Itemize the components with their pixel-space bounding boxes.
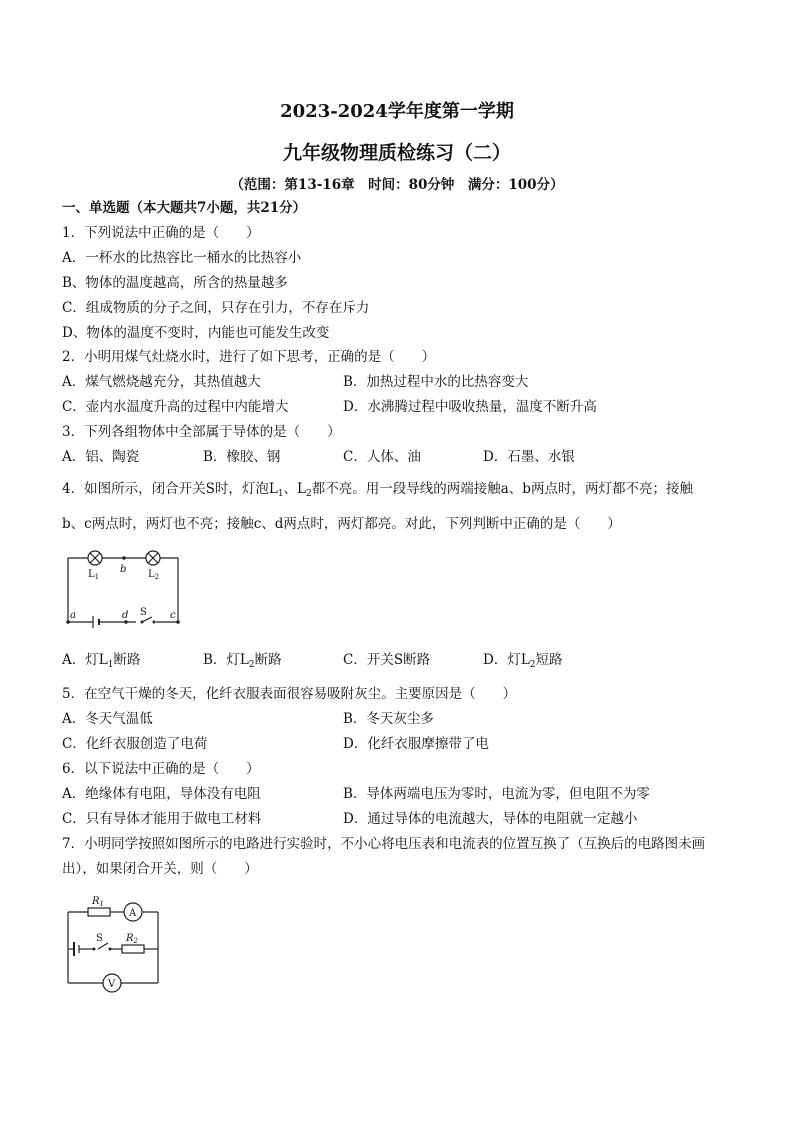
q6-option-a: A．绝缘体有电阻，导体没有电阻 — [62, 786, 261, 802]
label-s: S — [140, 607, 147, 618]
q2-option-c: C．壶内水温度升高的过程中内能增大 — [62, 399, 289, 415]
q1-option-d: D、物体的温度不变时，内能也可能发生改变 — [62, 325, 330, 341]
q4-option-a: A．灯$L_1$断路 — [62, 652, 141, 670]
q1-option-a: A．一杯水的比热容比一桶水的比热容小 — [62, 250, 302, 266]
q3-option-c: C．人体、油 — [343, 449, 421, 465]
q3-option-d: D．石墨、水银 — [483, 449, 575, 465]
label-d: d — [122, 610, 129, 621]
q5-option-a: A．冬天气温低 — [62, 711, 153, 727]
q3-option-a: A．铝、陶瓷 — [62, 449, 140, 465]
q4-circuit-figure — [60, 544, 190, 630]
q3-option-b: B．橡胶、钢 — [203, 449, 281, 465]
q1-stem: 1．下列说法中正确的是（ ） — [62, 225, 260, 241]
q6-option-b: B．导体两端电压为零时，电流为零，但电阻不为零 — [343, 786, 650, 802]
q1-option-c: C．组成物质的分子之间，只存在引力，不存在斥力 — [62, 300, 370, 316]
q5-option-b: B．冬天灰尘多 — [343, 711, 434, 727]
label-l2: $L_2$ — [148, 569, 160, 581]
label-s: S — [96, 933, 103, 944]
voltmeter-label: V — [108, 979, 116, 990]
q5-stem: 5．在空气干燥的冬天，化纤衣服表面很容易吸附灰尘。主要原因是（ ） — [62, 686, 517, 702]
q6-stem: 6．以下说法中正确的是（ ） — [62, 761, 260, 777]
q7-stem-line2: 出），如果闭合开关，则（ ） — [62, 861, 258, 877]
exam-info: （范围：第13-16章 时间：80分钟 满分：100分） — [230, 177, 564, 193]
q7-circuit-figure — [60, 893, 170, 993]
q2-stem: 2．小明用煤气灶烧水时，进行了如下思考，正确的是（ ） — [62, 349, 436, 365]
ammeter-label: A — [129, 908, 137, 919]
q3-stem: 3．下列各组物体中全部属于导体的是（ ） — [62, 424, 341, 440]
label-l1: $L_1$ — [88, 569, 100, 581]
q2-option-a: A．煤气燃烧越充分，其热值越大 — [62, 374, 261, 390]
q4-stem-line1: 4．如图所示，闭合开关S时，灯泡$L_1$、$L_2$都不亮。用一段导线的两端接触a、b两点时，两灯都不亮；接触 — [62, 481, 693, 499]
label-r2: $R_2$ — [126, 933, 138, 945]
label-a: a — [70, 610, 76, 621]
exam-title: 2023-2024学年度第一学期 — [280, 101, 514, 122]
q4-option-c: C．开关S断路 — [343, 652, 431, 668]
q5-option-d: D．化纤衣服摩擦带了电 — [343, 736, 489, 752]
q4-option-b: B．灯$L_2$断路 — [203, 652, 282, 670]
q7-stem-line1: 7．小明同学按照如图所示的电路进行实验时，不小心将电压表和电流表的位置互换了（互换后的电路图未画 — [62, 836, 706, 852]
section-heading: 一、单选题（本大题共7小题，共21分） — [62, 200, 307, 216]
exam-subtitle: 九年级物理质检练习（二） — [282, 142, 511, 164]
q4-stem-line2: b、c两点时，两灯也不亮；接触c、d两点时，两灯都亮。对此，下列判断中正确的是（ ） — [62, 516, 621, 532]
label-b: b — [120, 564, 127, 575]
q6-option-c: C．只有导体才能用于做电工材料 — [62, 811, 262, 827]
q2-option-d: D．水沸腾过程中吸收热量，温度不断升高 — [343, 399, 597, 415]
label-r1: $R_1$ — [92, 896, 104, 908]
q5-option-c: C．化纤衣服创造了电荷 — [62, 736, 208, 752]
label-c: c — [170, 610, 176, 621]
q2-option-b: B．加热过程中水的比热容变大 — [343, 374, 529, 390]
q6-option-d: D．通过导体的电流越大，导体的电阻就一定越小 — [343, 811, 638, 827]
q1-option-b: B、物体的温度越高，所含的热量越多 — [62, 275, 288, 291]
q4-option-d: D．灯$L_2$短路 — [483, 652, 563, 670]
